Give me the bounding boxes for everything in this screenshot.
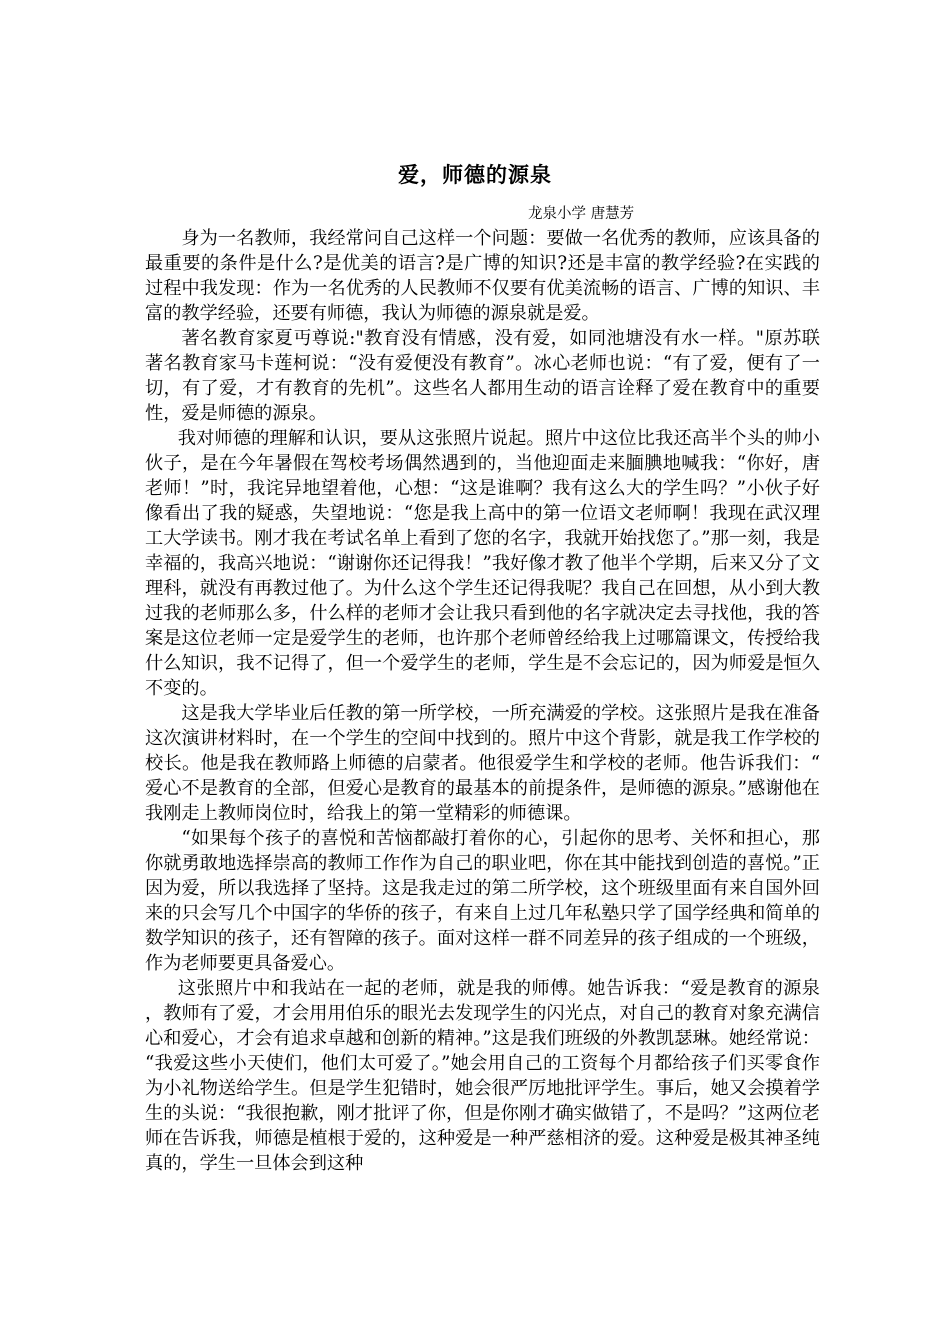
document-body [145, 226, 820, 1176]
author-byline: 龙泉小学 唐慧芳 [528, 206, 635, 222]
paragraph: 我对师德的理解和认识，要从这张照片说起。照片中这位比我还高半个头的帅小伙子，是在今年暑假在驾校考场偶然遇到的，当他迎面走来腼腆地喊我：“你好，唐老师！”时，我诧异地望着他，心想：“这是谁啊？我有这么大的学生吗？”小伙子好像看出了我的疑惑，失望地说：“您是我上高中的第一位语文老师啊！我现在武汉理工大学读书。刚才我在考试名单上看到了您的名字，我就开始找您了。”那一刻，我是幸福的，我高兴地说：“谢谢你还记得我！”我好像才教了他半个学期，后来又分了文理科，就没有再教过他了。为什么这个学生还记得我呢？我自己在回想，从小到大教过我的老师那么多，什么样的老师才会让我只看到他的名字就决定去寻找他，我的答案是这位老师一定是爱学生的老师，也许那个老师曾经给我上过哪篇课文，传授给我什么知识，我不记得了，但一个爱学生的老师，学生是不会忘记的，因为师爱是恒久不变的。 [145, 428, 820, 699]
paragraph: 这张照片中和我站在一起的老师，就是我的师傅。她告诉我：“爱是教育的源泉，教师有了爱，才会用用伯乐的眼光去发现学生的闪光点，对自己的教育对象充满信心和爱心，才会有追求卓越和创新的精神。”这是我们班级的外教凯瑟琳。她经常说：“我爱这些小天使们，他们太可爱了。”她会用自己的工资每个月都给孩子们买零食作为小礼物送给学生。但是学生犯错时，她会很严厉地批评学生。事后，她又会摸着学生的头说：“我很抱歉，刚才批评了你，但是你刚才确实做错了，不是吗？”这两位老师在告诉我，师德是植根于爱的，这种爱是一种严慈相济的爱。这种爱是极其神圣纯真的，学生一旦体会到这种 [145, 978, 820, 1174]
paragraph: “如果每个孩子的喜悦和苦恼都敲打着你的心，引起你的思考、关怀和担心，那你就勇敢地选择崇高的教师工作作为自己的职业吧，你在其中能找到创造的喜悦。”正因为爱，所以我选择了坚持。这是我走过的第二所学校，这个班级里面有来自国外回来的只会写几个中国字的华侨的孩子，有来自上过几年私塾只学了国学经典和简单的数学知识的孩子，还有智障的孩子。面对这样一群不同差异的孩子组成的一个班级，作为老师要更具备爱心。 [145, 828, 820, 974]
paragraph: 这是我大学毕业后任教的第一所学校，一所充满爱的学校。这张照片是我在准备这次演讲材料时，在一个学生的空间中找到的。照片中这个背影，就是我工作学校的校长。他是我在教师路上师德的启蒙者。他很爱学生和学校的老师。他告诉我们：“爱心不是教育的全部，但爱心是教育的最基本的前提条件，是师德的源泉。”感谢他在我刚走上教师岗位时，给我上的第一堂精彩的师德课。 [145, 703, 820, 824]
paragraph: 著名教育家夏丏尊说:"教育没有情感，没有爱，如同池塘没有水一样。"原苏联著名教育家马卡莲柯说：“没有爱便没有教育”。冰心老师也说：“有了爱，便有了一切，有了爱，才有教育的先机”。这些名人都用生动的语言诠释了爱在教育中的重要性，爱是师德的源泉。 [145, 328, 820, 424]
paragraph: 身为一名教师，我经常问自己这样一个问题：要做一名优秀的教师，应该具备的最重要的条件是什么?是优美的语言?是广博的知识?还是丰富的教学经验?在实践的过程中我发现：作为一名优秀的人民教师不仅要有优美流畅的语言、广博的知识、丰富的教学经验，还要有师德，我认为师德的源泉就是爱。 [145, 228, 820, 324]
document-title: 爱，师德的源泉 [398, 162, 552, 187]
